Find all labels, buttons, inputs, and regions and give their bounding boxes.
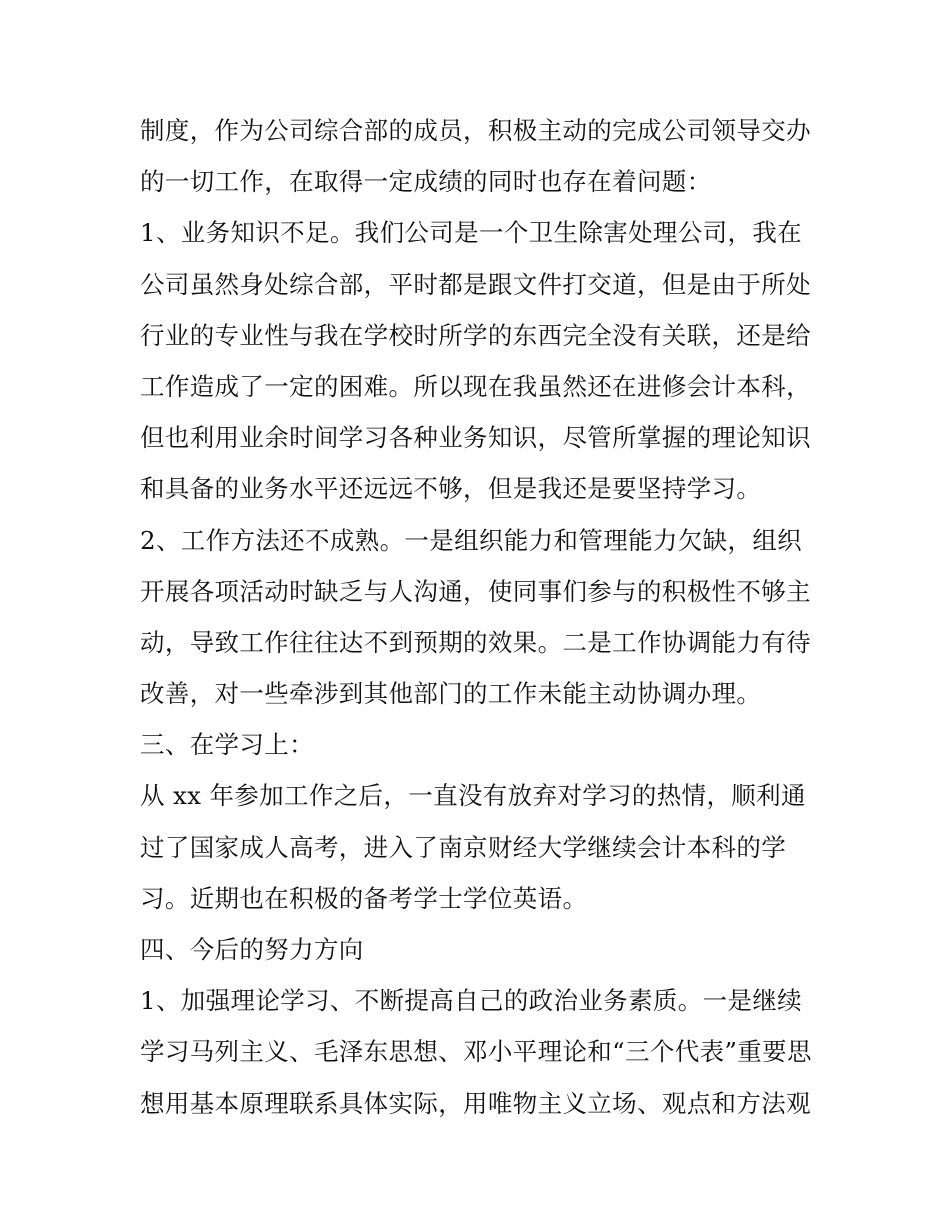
text-line: 过了国家成人高考，进入了南京财经大学继续会计本科的学 bbox=[140, 832, 787, 862]
text-line: 想用基本原理联系具体实际，用唯物主义立场、观点和方法观 bbox=[140, 1088, 811, 1118]
section-heading: 三、在学习上： bbox=[140, 730, 314, 760]
body-text bbox=[140, 105, 820, 1129]
section-heading: 四、今后的努力方向 bbox=[140, 935, 364, 964]
text-line: 和具备的业务水平还远远不够，但是我还是要坚持学习。 bbox=[140, 474, 762, 504]
text-line: 公司虽然身处综合部，平时都是跟文件打交道，但是由于所处 bbox=[140, 269, 811, 299]
text-line: 改善，对一些牵涉到其他部门的工作未能主动协调办理。 bbox=[140, 679, 762, 709]
text-line: 1、业务知识不足。我们公司是一个卫生除害处理公司，我在 bbox=[140, 218, 803, 248]
text-line: 但也利用业余时间学习各种业务知识，尽管所掌握的理论知识 bbox=[140, 423, 811, 453]
text-line: 行业的专业性与我在学校时所学的东西完全没有关联，还是给 bbox=[140, 320, 811, 350]
text-line: 制度，作为公司综合部的成员，积极主动的完成公司领导交办 bbox=[140, 116, 811, 145]
text-line: 学习马列主义、毛泽东思想、邓小平理论和“三个代表”重要思 bbox=[140, 1037, 812, 1067]
text-line: 1、加强理论学习、不断提高自己的政治业务素质。一是继续 bbox=[140, 986, 803, 1016]
text-line: 的一切工作，在取得一定成绩的同时也存在着问题： bbox=[140, 167, 712, 197]
text-line: 开展各项活动时缺乏与人沟通，使同事们参与的积极性不够主 bbox=[140, 576, 811, 606]
text-line: 2、工作方法还不成熟。一是组织能力和管理能力欠缺，组织 bbox=[140, 525, 803, 555]
text-line: 从 xx 年参加工作之后，一直没有放弃对学习的热情，顺利通 bbox=[140, 781, 806, 811]
text-line: 工作造成了一定的困难。所以现在我虽然还在进修会计本科， bbox=[140, 371, 811, 401]
text-line: 动，导致工作往往达不到预期的效果。二是工作协调能力有待 bbox=[140, 627, 811, 657]
text-line: 习。近期也在积极的备考学士学位英语。 bbox=[140, 883, 588, 913]
